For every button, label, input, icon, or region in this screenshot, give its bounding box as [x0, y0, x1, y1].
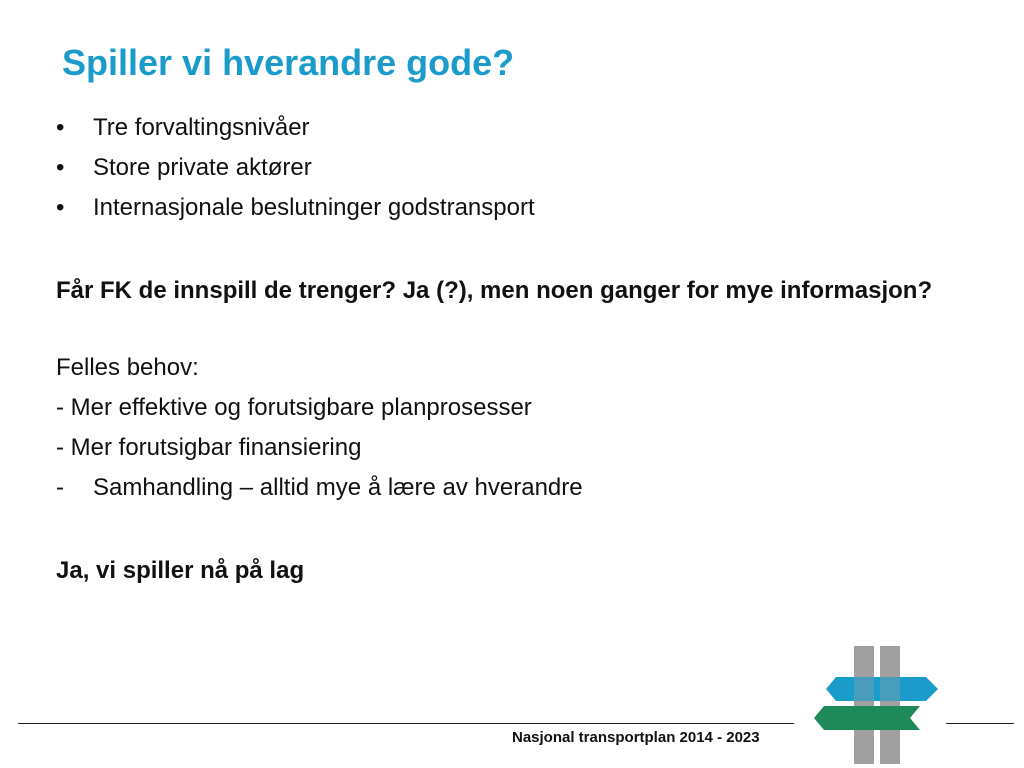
- slide-body: [56, 108, 956, 588]
- spacer: [56, 308, 956, 348]
- footer-divider-right: [946, 723, 1014, 724]
- spacer: [56, 508, 956, 548]
- slide-title: Spiller vi hverandre gode?: [62, 42, 515, 83]
- needs-line: - Mer effektive og forutsigbare planprosesser: [56, 394, 532, 421]
- dash-marker: -: [56, 474, 64, 501]
- bullet-item: [56, 148, 956, 188]
- footer-divider-left: [18, 723, 794, 724]
- bullet-text: Tre forvaltingsnivåer: [93, 114, 310, 141]
- spacer: [56, 228, 956, 268]
- road-signpost-icon: [812, 646, 944, 764]
- question-text: Får FK de innspill de trenger? Ja (?), men noen ganger for mye informasjon?: [56, 277, 933, 304]
- needs-dash-item: [56, 468, 956, 508]
- bullet-marker: •: [56, 194, 65, 221]
- bullet-item: [56, 188, 956, 228]
- bullet-text: Store private aktører: [93, 154, 312, 181]
- bullet-marker: •: [56, 114, 65, 141]
- needs-heading: Felles behov:: [56, 354, 199, 381]
- bullet-item: [56, 108, 956, 148]
- bullet-marker: •: [56, 154, 65, 181]
- bullet-text: Internasjonale beslutninger godstransport: [93, 194, 535, 221]
- needs-line: - Mer forutsigbar finansiering: [56, 434, 362, 461]
- footer-text: Nasjonal transportplan 2014 - 2023: [512, 729, 760, 746]
- conclusion-text: Ja, vi spiller nå på lag: [56, 557, 305, 584]
- dash-item-text: Samhandling – alltid mye å lære av hverandre: [93, 474, 583, 501]
